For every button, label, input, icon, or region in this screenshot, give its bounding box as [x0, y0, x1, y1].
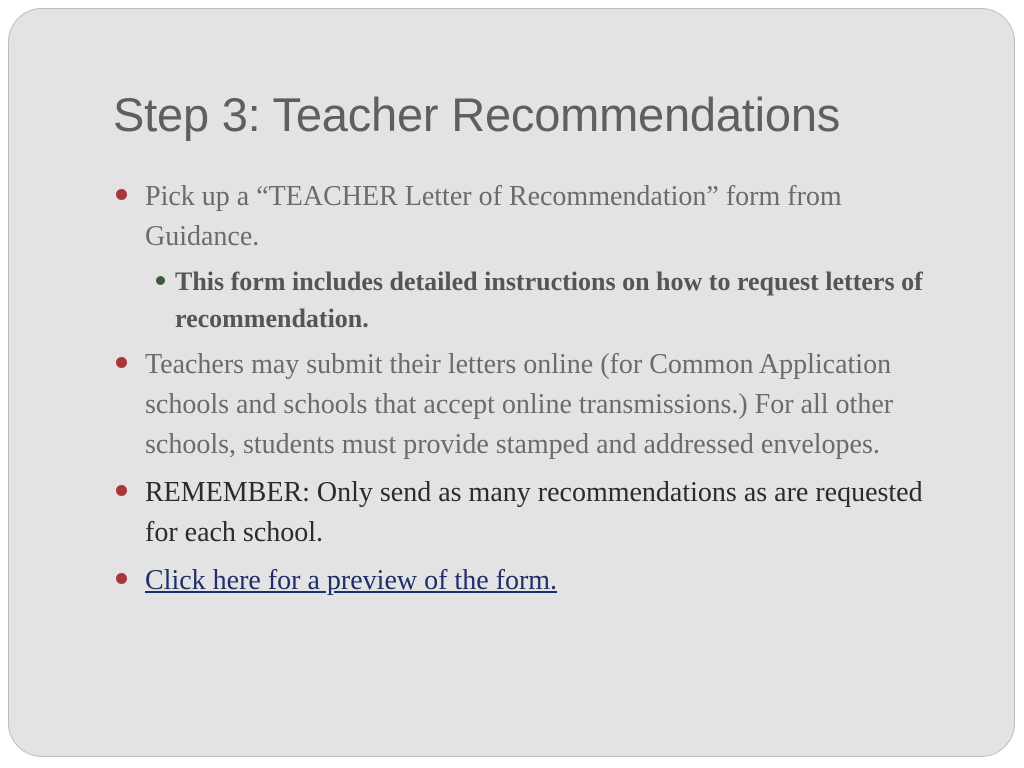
bullet-item [113, 345, 953, 465]
bullet-item [113, 177, 953, 337]
sub-bullet-icon [156, 276, 165, 285]
bullet-icon [116, 485, 127, 496]
bullet-item [113, 561, 953, 601]
sub-bullet-list [145, 263, 953, 337]
bullet-item [113, 473, 953, 553]
form-preview-link[interactable]: Click here for a preview of the form. [145, 565, 558, 596]
bullet-text: Teachers may submit their letters online (for Common Application schools and schools that accept online transmissions.) For all other schools, students must provide stamped and addressed envelopes. [145, 349, 894, 460]
sub-bullet-text: This form includes detailed instructions on how to request letters of recommendation. [175, 267, 923, 333]
bullet-text: REMEMBER: Only send as many recommendations as are requested for each school. [145, 477, 923, 548]
slide-title: Step 3: Teacher Recommendations [113, 88, 841, 141]
slide [8, 8, 1015, 757]
bullet-icon [116, 573, 127, 584]
bullet-icon [116, 189, 127, 200]
bullet-list [113, 177, 953, 609]
sub-bullet-item [145, 263, 953, 337]
bullet-icon [116, 357, 127, 368]
bullet-text: Pick up a “TEACHER Letter of Recommendation” form from Guidance. [145, 181, 842, 252]
